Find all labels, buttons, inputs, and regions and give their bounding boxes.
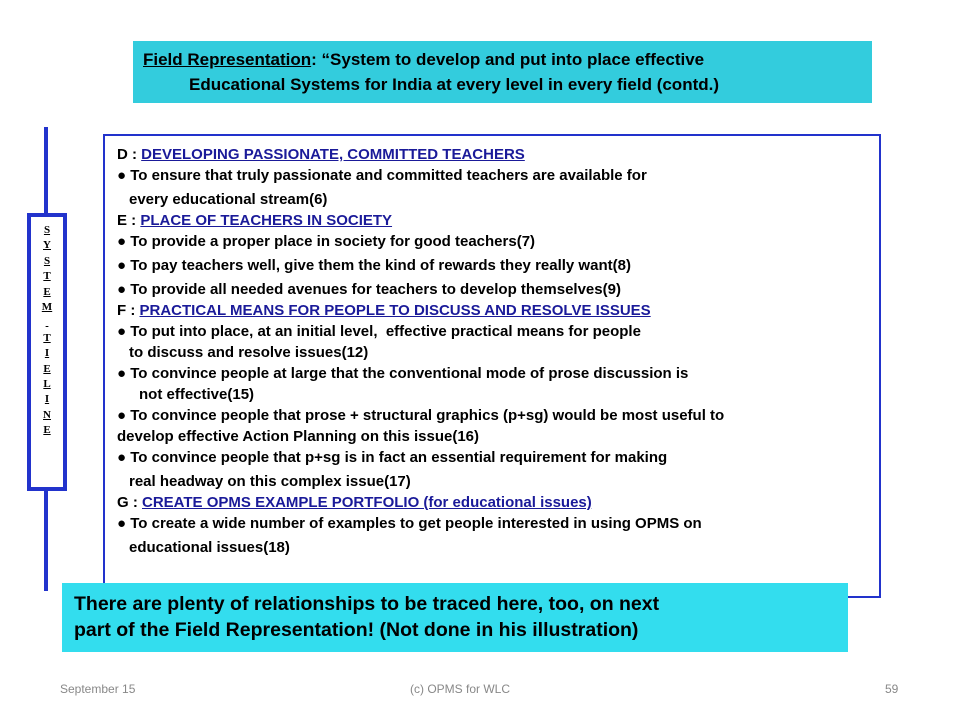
bullet-line: ● To ensure that truly passionate and committed teachers are available for [117,167,647,184]
footer-copyright: (c) OPMS for WLC [410,682,511,696]
section-heading [117,300,879,321]
title-line-1 [143,47,862,72]
timeline-letter: N [43,408,51,421]
section-prefix: D : [117,146,142,163]
timeline-letter: I [44,393,50,406]
slide-title [133,41,872,103]
bullet-line: educational issues(18) [129,539,290,556]
timeline-letter: S [43,254,51,267]
timeline-letter: E [43,285,51,298]
section-prefix: E : [117,212,141,229]
section-title: CREATE OPMS EXAMPLE PORTFOLIO (for educational issues) [142,494,592,511]
bullet-line: every educational stream(6) [129,191,328,208]
bullet-line: ● To convince people that p+sg is in fact an essential requirement for making [117,449,668,466]
bullet-line: ● To provide all needed avenues for teachers to develop themselves(9) [117,281,621,298]
timeline-letter: L [43,378,51,391]
title-line-1-text: “System to develop and put into place effective [316,50,705,69]
content-panel [103,134,881,598]
section-title: PRACTICAL MEANS FOR PEOPLE TO DISCUSS AND RESOLVE ISSUES [139,302,651,319]
title-label: Field Representation [143,50,312,69]
timeline-letter: T [43,331,51,344]
timeline-letter: Y [43,239,51,252]
timeline-line-top [44,127,48,213]
section-prefix: G : [117,494,142,511]
footer-date: September 15 [60,682,136,696]
bullet-line: to discuss and resolve issues(12) [129,344,369,361]
bullet-line: real headway on this complex issue(17) [129,473,411,490]
bullet-line: ● To convince people that prose + structural graphics (p+sg) would be most useful to [117,407,725,424]
note-line-2: part of the Field Representation! (Not done in his illustration) [74,619,639,641]
timeline-letter: M [41,301,53,314]
section-title: DEVELOPING PASSIONATE, COMMITTED TEACHERS [141,146,525,163]
bullet-line: ● To put into place, at an initial level, effective practical means for people [117,323,641,340]
bullet-line: ● To create a wide number of examples to get people interested in using OPMS on [117,515,702,532]
bullet-line: develop effective Action Planning on this issue(16) [117,428,480,445]
timeline-letter: T [43,270,51,283]
note-line-1: There are plenty of relationships to be traced here, too, on next [74,593,660,615]
title-colon: : [311,50,317,69]
bullet-line: not effective(15) [139,386,255,403]
system-timeline-label [27,213,67,491]
footer-page-number: 59 [885,682,899,696]
section-prefix: F : [117,302,140,319]
timeline-letter: E [43,362,51,375]
section-heading [117,144,879,165]
bullet-line: ● To pay teachers well, give them the kind of rewards they really want(8) [117,257,631,274]
title-line-2: Educational Systems for India at every level in every field (contd.) [189,75,720,94]
timeline-letter: E [43,424,51,437]
timeline-letter: I [44,347,50,360]
section-title: PLACE OF TEACHERS IN SOCIETY [140,212,393,229]
timeline-line-bottom [44,491,48,591]
section-heading [117,492,879,513]
timeline-letter: S [43,224,51,236]
bullet-line: ● To provide a proper place in society for good teachers(7) [117,233,536,250]
timeline-letter [46,315,49,330]
bullet-line: ● To convince people at large that the conventional mode of prose discussion is [117,365,689,382]
section-heading [117,210,879,231]
note-box [62,583,848,652]
